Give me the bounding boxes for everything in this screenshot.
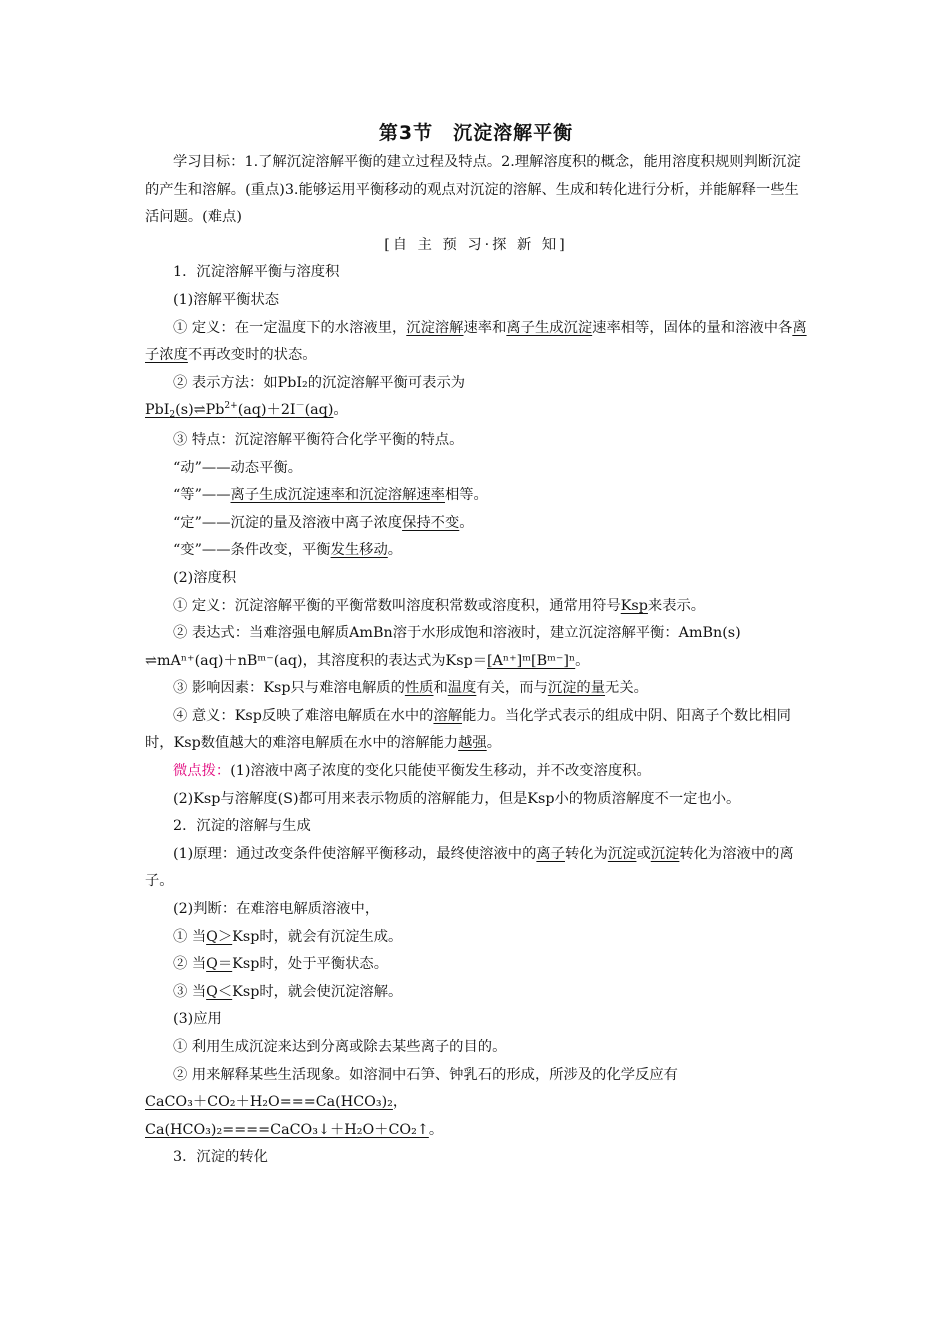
- feature-fixed: “定”——沉淀的量及溶液中离子浓度保持不变。: [173, 514, 474, 531]
- feature-dynamic: “动”——动态平衡。: [173, 459, 302, 476]
- judgement-3: ③ 当Q＜Ksp时，就会使沉淀溶解。: [173, 983, 403, 1000]
- principle-paragraph: (1)原理：通过改变条件使溶解平衡移动，最终使溶液中的离子转化为沉淀或沉淀转化为溶液中的离子。: [145, 845, 794, 890]
- ksp-meaning: ④ 意义：Ksp反映了难溶电解质在水中的溶解能力。当化学式表示的组成中阴、阳离子个数比相同时，Ksp数值越大的难溶电解质在水中的溶解能力越强。: [145, 707, 791, 752]
- tip-label: 微点拨：: [173, 763, 231, 780]
- ksp-factors: ③ 影响因素：Ksp只与难溶电解质的性质和温度有关，而与沉淀的量无关。: [173, 680, 648, 697]
- document-page: [145, 118, 807, 1172]
- representation-line: ② 表示方法：如PbI₂的沉淀溶解平衡可表示为: [173, 374, 466, 391]
- equilibrium-equation: $PbI_2(s)\rightleftharpoons Pb^{2+}(aq)+2I^-(aq)$。: [145, 401, 348, 421]
- feature-change: “变”——条件改变，平衡发生移动。: [173, 542, 403, 559]
- tip-1: 微点拨：(1)溶液中离子浓度的变化只能使平衡发生移动，并不改变溶度积。: [173, 763, 651, 780]
- subheading-1-2: (2)溶度积: [173, 569, 237, 586]
- page-title: 第3节 沉淀溶解平衡: [378, 122, 574, 144]
- heading-1: 1．沉淀溶解平衡与溶度积: [173, 264, 340, 281]
- reaction-equation-2: Ca(HCO₃)₂====CaCO₃↓＋H₂O＋CO₂↑。: [145, 1121, 444, 1138]
- reaction-equation-1: CaCO₃＋CO₂＋H₂O===Ca(HCO₃)₂，: [145, 1094, 408, 1111]
- heading-3: 3．沉淀的转化: [173, 1149, 268, 1166]
- ksp-definition: ① 定义：沉淀溶解平衡的平衡常数叫溶度积常数或溶度积，通常用符号Ksp来表示。: [173, 597, 706, 614]
- feature-equal: “等”——离子生成沉淀速率和沉淀溶解速率相等。: [173, 487, 488, 504]
- section-label: [自 主 预 习·探 新 知]: [384, 236, 568, 253]
- definition-paragraph: ① 定义：在一定温度下的水溶液里，沉淀溶解速率和离子生成沉淀速率相等，固体的量和溶液中各离子浓度不再改变时的状态。: [145, 319, 807, 364]
- application-1: ① 利用生成沉淀来达到分离或除去某些离子的目的。: [173, 1039, 507, 1055]
- learning-goals: 学习目标：1.了解沉淀溶解平衡的建立过程及特点。2.理解溶度积的概念，能用溶度积规则判断沉淀的产生和溶解。(重点)3.能够运用平衡移动的观点对沉淀的溶解、生成和转化进行分析，并能解释一些生活问题。(难点): [145, 154, 801, 226]
- subheading-1-1: (1)溶解平衡状态: [173, 291, 280, 308]
- heading-2: 2．沉淀的溶解与生成: [173, 818, 311, 835]
- application-heading: (3)应用: [173, 1011, 222, 1028]
- application-2: ② 用来解释某些生活现象。如溶洞中石笋、钟乳石的形成，所涉及的化学反应有: [173, 1066, 678, 1083]
- tip-2: (2)Ksp与溶解度(S)都可用来表示物质的溶解能力，但是Ksp小的物质溶解度不一定也小。: [173, 790, 741, 807]
- features-line: ③ 特点：沉淀溶解平衡符合化学平衡的特点。: [173, 431, 464, 448]
- ksp-expression-line1: ② 表达式：当难溶强电解质AmBn溶于水形成饱和溶液时，建立沉淀溶解平衡：AmBn(s): [173, 625, 741, 642]
- judgement-2: ② 当Q＝Ksp时，处于平衡状态。: [173, 956, 389, 973]
- judgement-1: ① 当Q＞Ksp时，就会有沉淀生成。: [173, 928, 403, 945]
- ksp-expression-line2: ⇌mAⁿ⁺(aq)＋nBᵐ⁻(aq)，其溶度积的表达式为Ksp＝[Aⁿ⁺]ᵐ[Bᵐ⁻]ⁿ。: [145, 652, 590, 669]
- judgement-line: (2)判断：在难溶电解质溶液中，: [173, 901, 380, 918]
